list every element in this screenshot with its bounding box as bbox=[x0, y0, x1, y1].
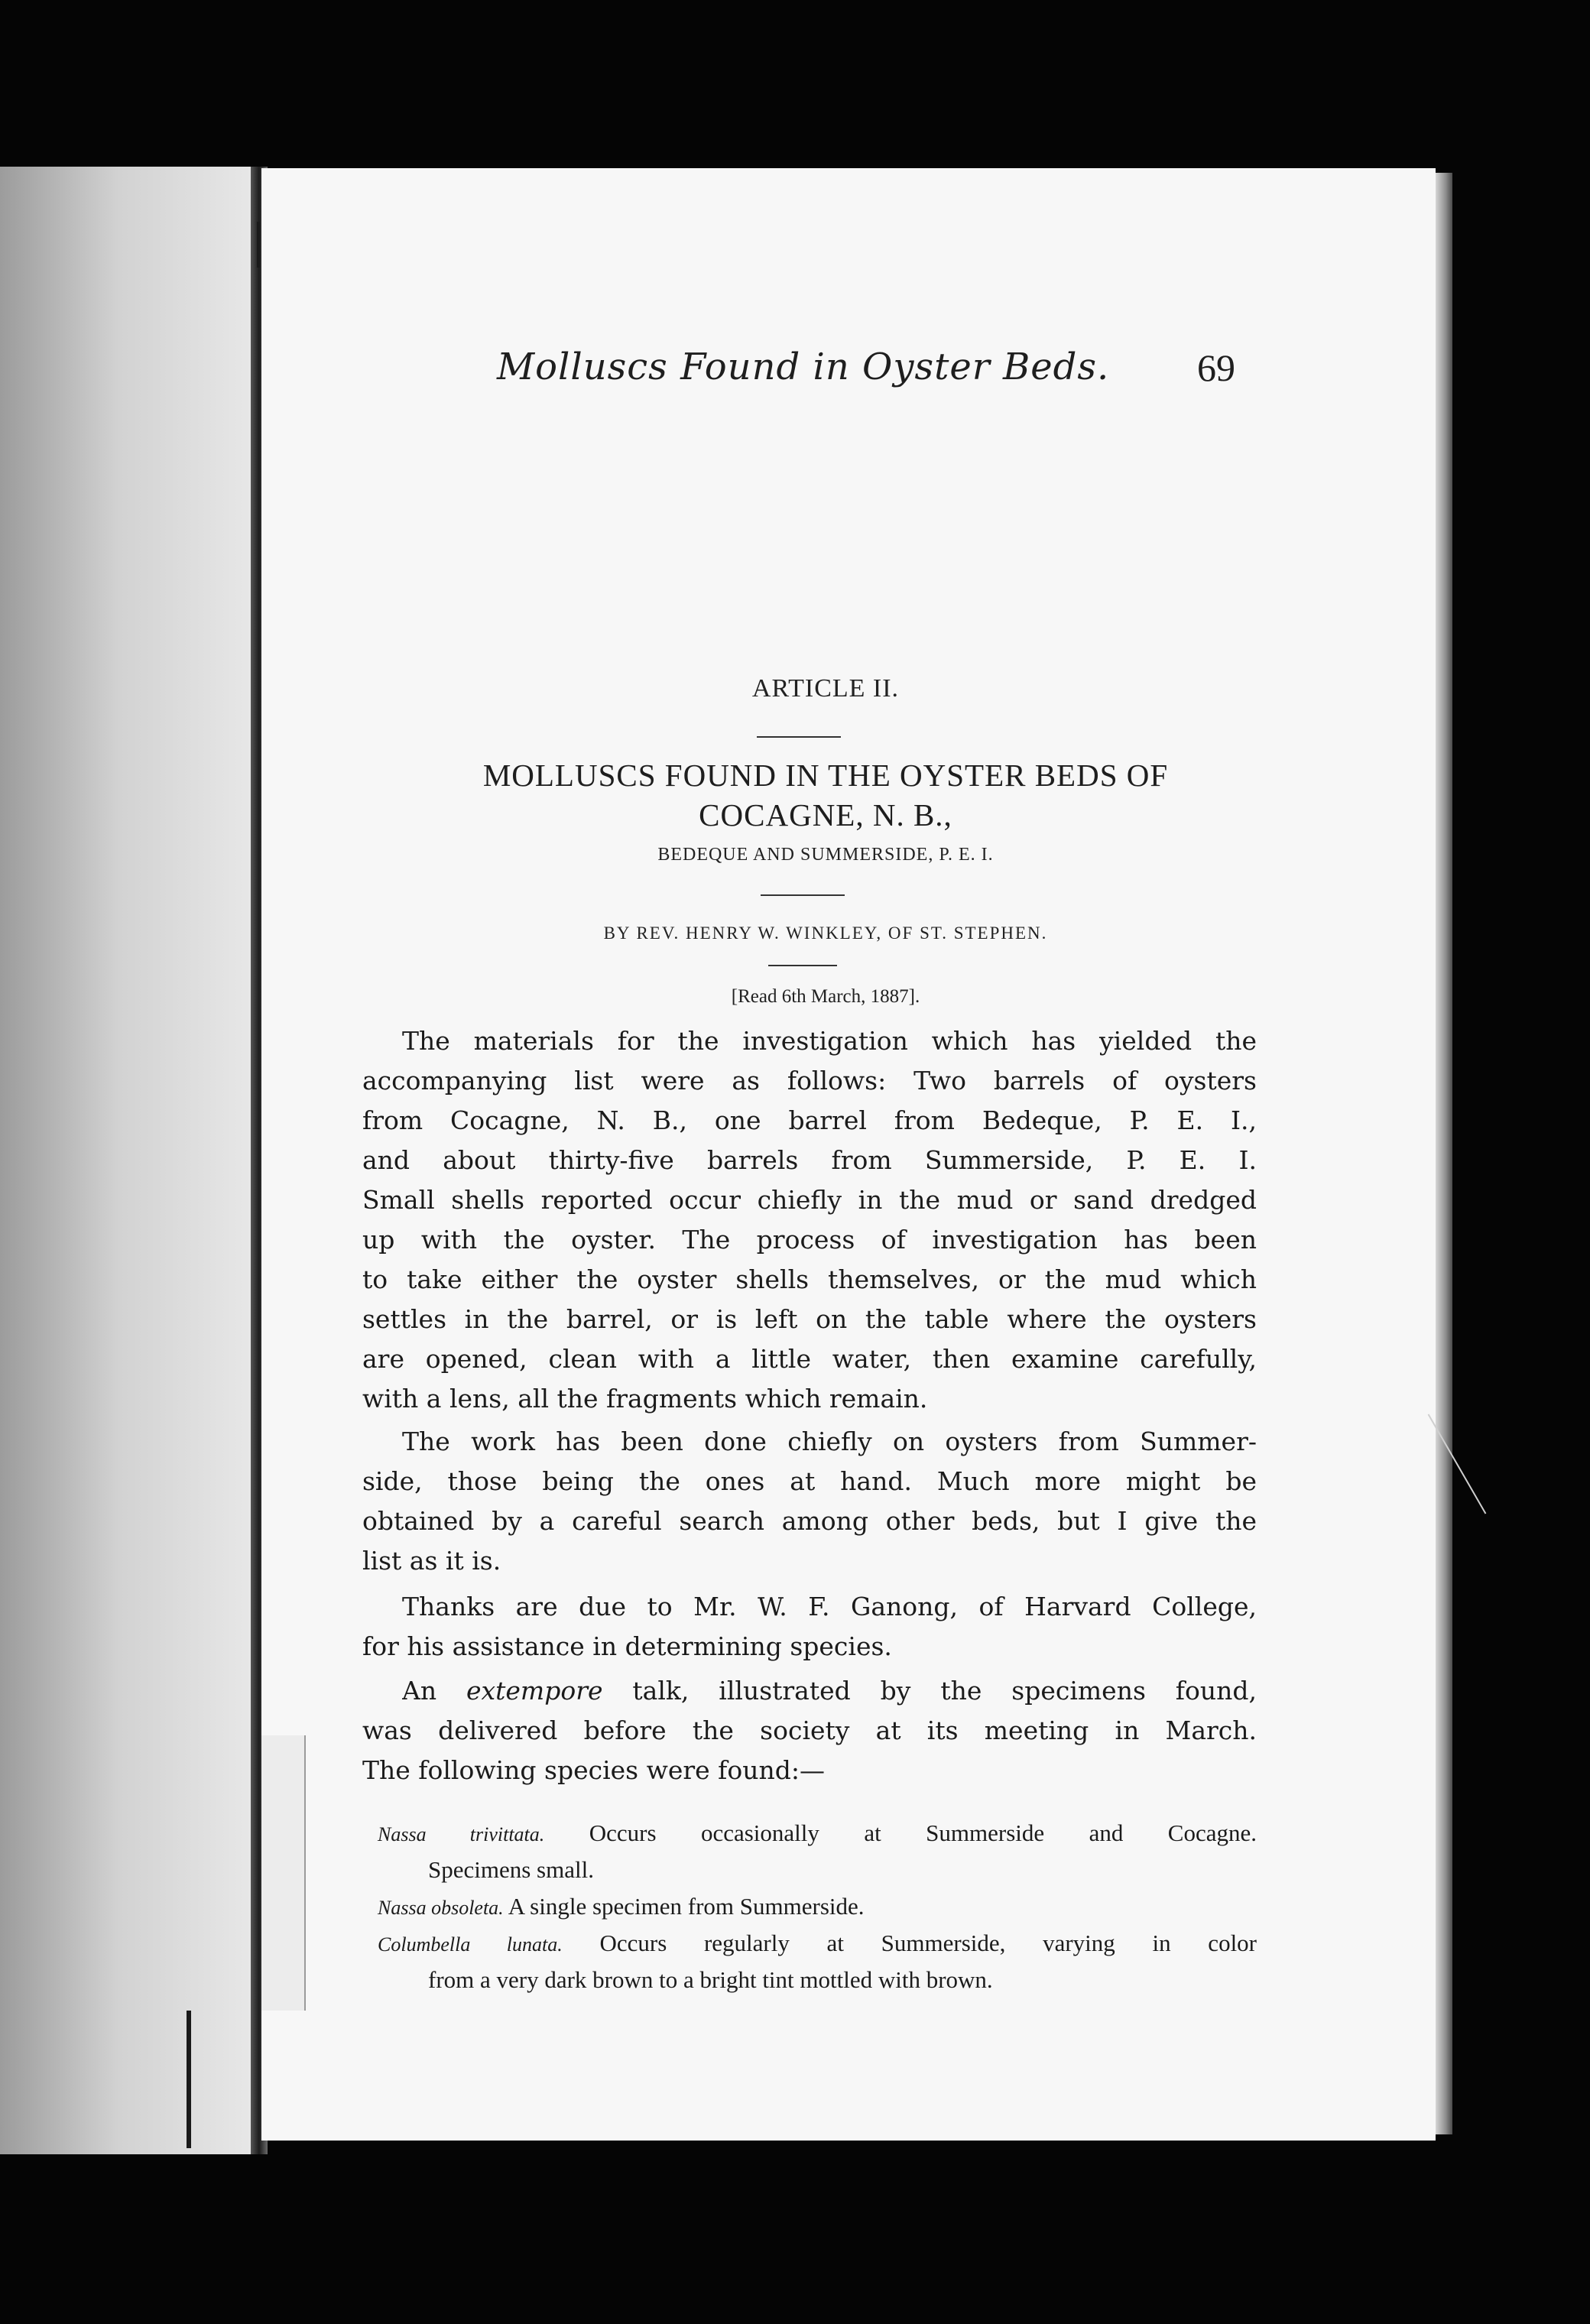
body-line: Thanks are due to Mr. W. F. Ganong, of Harvard College, bbox=[402, 1592, 1257, 1621]
divider-rule bbox=[761, 894, 845, 896]
read-date: [Read 6th March, 1887]. bbox=[731, 986, 920, 1007]
species-continuation: Specimens small. bbox=[428, 1856, 594, 1883]
body-line: are opened, clean with a little water, then examine carefully, bbox=[362, 1344, 1257, 1374]
page-number: 69 bbox=[1197, 346, 1235, 389]
gutter-crease bbox=[257, 222, 260, 268]
article-subtitle: BEDEQUE AND SUMMERSIDE, P. E. I. bbox=[657, 845, 994, 865]
body-line: Small shells reported occur chiefly in the mud or sand dredged bbox=[362, 1185, 1257, 1215]
species-entry bbox=[378, 1930, 1257, 1960]
body-line: list as it is. bbox=[362, 1546, 501, 1576]
species-name: Columbella lunata. bbox=[378, 1933, 563, 1956]
paper-flap bbox=[261, 1735, 306, 2011]
body-line: side, those being the ones at hand. Much more might be bbox=[362, 1466, 1257, 1496]
body-line: to take either the oyster shells themselves, or the mud which bbox=[362, 1264, 1257, 1294]
species-entry bbox=[378, 1819, 1257, 1850]
species-description: Occurs regularly at Summerside, varying in color bbox=[562, 1930, 1257, 1956]
body-line: and about thirty-five barrels from Summerside, P. E. I. bbox=[362, 1145, 1257, 1175]
article-label: ARTICLE II. bbox=[751, 674, 900, 703]
gutter-crease bbox=[187, 2011, 191, 2148]
body-text: An bbox=[402, 1676, 466, 1706]
species-description: A single specimen from Summerside. bbox=[503, 1893, 865, 1920]
article-title-line-1: MOLLUSCS FOUND IN THE OYSTER BEDS OF bbox=[482, 758, 1169, 793]
body-line: accompanying list were as follows: Two barrels of oysters bbox=[362, 1066, 1257, 1095]
author-byline: BY REV. HENRY W. WINKLEY, OF ST. STEPHEN. bbox=[603, 923, 1048, 943]
body-line: was delivered before the society at its meeting in March. bbox=[362, 1715, 1257, 1745]
divider-rule bbox=[757, 736, 841, 738]
left-page-edge bbox=[0, 167, 264, 2154]
body-line: up with the oyster. The process of investigation has been bbox=[362, 1225, 1257, 1255]
page-edge-shadow bbox=[1436, 173, 1452, 2134]
species-description: Occurs occasionally at Summerside and Cocagne. bbox=[544, 1819, 1257, 1846]
species-continuation: from a very dark brown to a bright tint mottled with brown. bbox=[428, 1966, 993, 1993]
body-line: The following species were found:— bbox=[362, 1755, 825, 1785]
italic-term: extempore bbox=[466, 1676, 603, 1706]
body-line: settles in the barrel, or is left on the table where the oysters bbox=[362, 1304, 1257, 1334]
body-line: obtained by a careful search among other beds, but I give the bbox=[362, 1506, 1257, 1536]
body-text: talk, illustrated by the specimens found, bbox=[602, 1676, 1257, 1706]
species-entry bbox=[378, 1893, 1257, 1923]
body-line: The work has been done chiefly on oysters from Summer- bbox=[402, 1427, 1257, 1456]
body-line: from Cocagne, N. B., one barrel from Bedeque, P. E. I., bbox=[362, 1105, 1257, 1135]
body-line: The materials for the investigation which has yielded the bbox=[402, 1026, 1257, 1056]
body-line: with a lens, all the fragments which remain. bbox=[362, 1384, 928, 1414]
species-name: Nassa trivittata. bbox=[378, 1823, 545, 1845]
body-line bbox=[402, 1676, 1257, 1715]
running-title: Molluscs Found in Oyster Beds. bbox=[497, 346, 1110, 388]
article-title-line-2: COCAGNE, N. B., bbox=[699, 797, 952, 833]
divider-rule bbox=[768, 965, 837, 966]
body-line: for his assistance in determining species. bbox=[362, 1631, 892, 1661]
species-name: Nassa obsoleta. bbox=[378, 1897, 504, 1919]
